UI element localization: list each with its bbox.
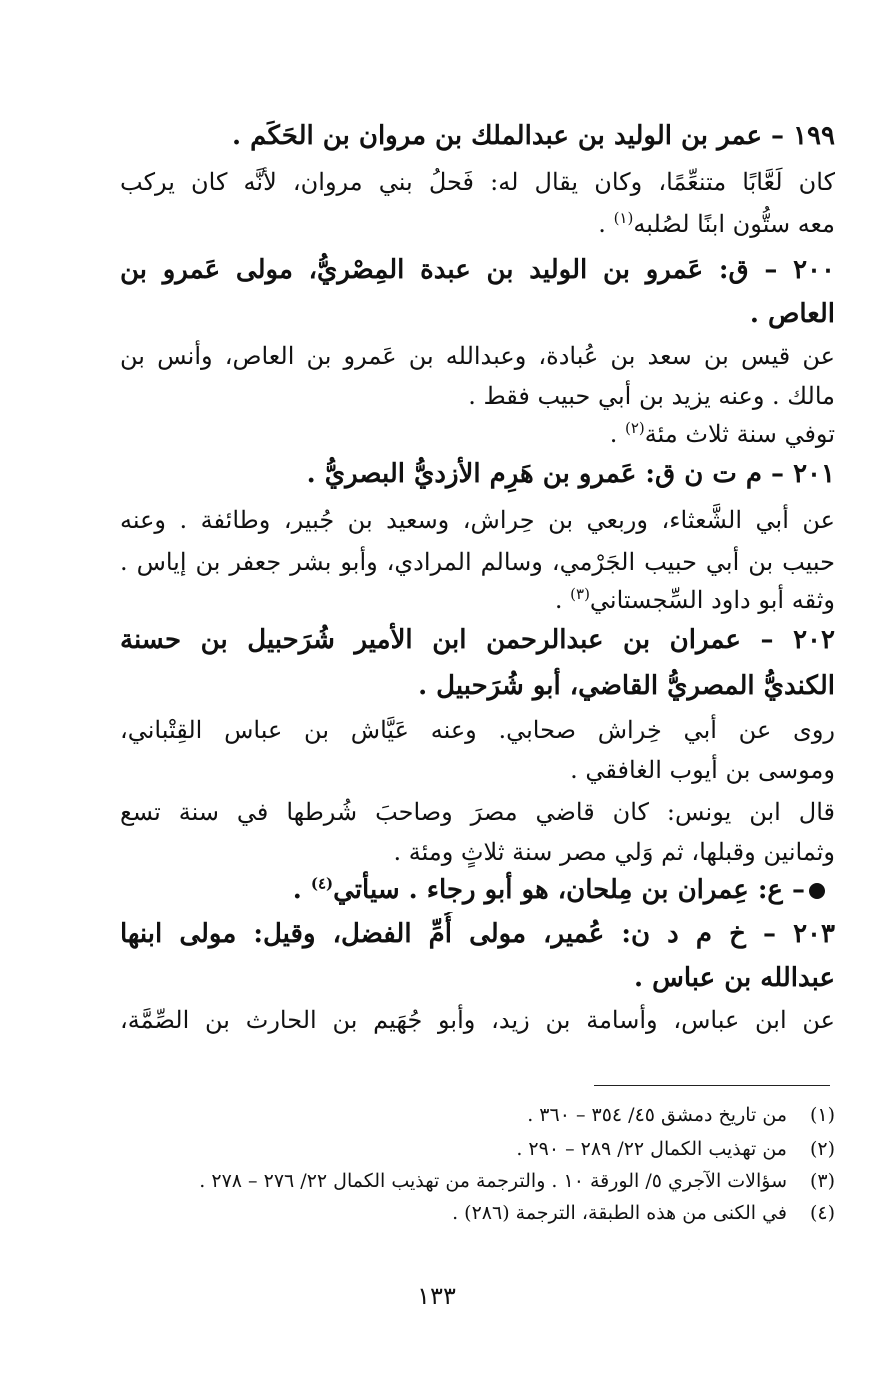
entry-200-heading: ٢٠٠ – ق: عَمرو بن الوليد بن عبدة المِصْريُّ، مولى عَمرو بن [120,255,835,285]
entry-199-body-line: معه ستُّون ابنًا لصُلبه$^{(١)}$ . [598,209,835,238]
footnote [527,1100,835,1130]
entry-200-body-line: عن قيس بن سعد بن عُبادة، وعبدالله بن عَمرو بن العاص، وأنس بن [120,342,835,370]
entry-201-heading: ٢٠١ – م ت ن ق: عَمرو بن هَرِم الأزديُّ البصريُّ . [306,459,835,489]
page-number: ١٣٣ [417,1282,456,1310]
footnote-number: (٣) [809,1170,835,1192]
footnote [516,1134,835,1164]
footnote-text: من تاريخ دمشق ٤٥/ ٣٥٤ – ٣٦٠ . [527,1104,787,1126]
footnote-separator [594,1085,830,1086]
entry-200-body-line: توفي سنة ثلاث مئة$^{(٢)}$ . [609,419,835,448]
entry-202-body-line: وموسى بن أيوب الغافقي . [570,756,835,784]
footnote-ref[interactable]: (٣) [570,585,590,603]
entry-200-heading-cont: العاص . [749,299,835,329]
footnote-ref[interactable]: (٤) [310,874,334,893]
footnote-text: من تهذيب الكمال ٢٢/ ٢٨٩ – ٢٩٠ . [516,1138,787,1160]
footnote-number: (١) [809,1104,835,1126]
entry-200-body-line: مالك . وعنه يزيد بن أبي حبيب فقط . [468,382,835,410]
footnote-text: في الكنى من هذه الطبقة، الترجمة (٢٨٦) . [452,1202,787,1224]
entry-202-body-line: قال ابن يونس: كان قاضي مصرَ وصاحبَ شُرطها في سنة تسع [120,798,835,826]
entry-199-body-line: كان لَعَّابًا متنعِّمًا، وكان يقال له: فَحلُ بني مروان، لأنَّه كان يركب [120,168,835,196]
footnote-number: (٢) [809,1138,835,1160]
entry-203-heading-cont: عبدالله بن عباس . [634,963,835,993]
footnote-text: سؤالات الآجري ٥/ الورقة ١٠ . والترجمة من تهذيب الكمال ٢٢/ ٢٧٦ – ٢٧٨ . [199,1170,787,1192]
entry-203-heading: ٢٠٣ – خ م د ن: عُمير، مولى أُمِّ الفضل، وقيل: مولى ابنها [120,919,835,949]
entry-201-body-line: وثقه أبو داود السِّجستاني$^{(٣)}$ . [554,585,835,614]
footnote-ref[interactable]: (٢) [625,419,645,437]
entry-199-heading: ١٩٩ – عمر بن الوليد بن عبدالملك بن مروان بن الحَكَم . [232,121,835,151]
cross-reference: – ع: عِمران بن مِلحان، هو أبو رجاء . سيأتي$^{(٤)}$ . [120,868,825,912]
footnote-ref[interactable]: (١) [613,209,634,227]
entry-201-body-line: عن أبي الشَّعثاء، وربعي بن حِراش، وسعيد بن جُبير، وطائفة . وعنه [120,506,835,534]
footnote [199,1166,835,1196]
footnote-number: (٤) [809,1202,835,1224]
entry-202-body-line: وثمانين وقبلها، ثم وَلي مصر سنة ثلاثٍ ومئة . [393,838,835,866]
entry-202-heading-cont: الكنديُّ المصريُّ القاضي، أبو شُرَحبيل . [418,671,835,701]
entry-202-heading: ٢٠٢ – عمران بن عبدالرحمن ابن الأمير شُرَحبيل بن حسنة [120,625,835,655]
footnote [452,1198,835,1228]
entry-201-body-line: حبيب بن أبي حبيب الجَرْمي، وسالم المرادي، وأبو بشر جعفر بن إياس . [120,548,835,576]
entry-203-body-line: عن ابن عباس، وأسامة بن زيد، وأبو جُهَيم بن الحارث بن الصِّمَّة، [120,1006,835,1034]
bullet-icon [809,883,825,899]
entry-202-body-line: روى عن أبي خِراش صحابي. وعنه عَيَّاش بن عباس القِتْباني، [120,716,835,744]
